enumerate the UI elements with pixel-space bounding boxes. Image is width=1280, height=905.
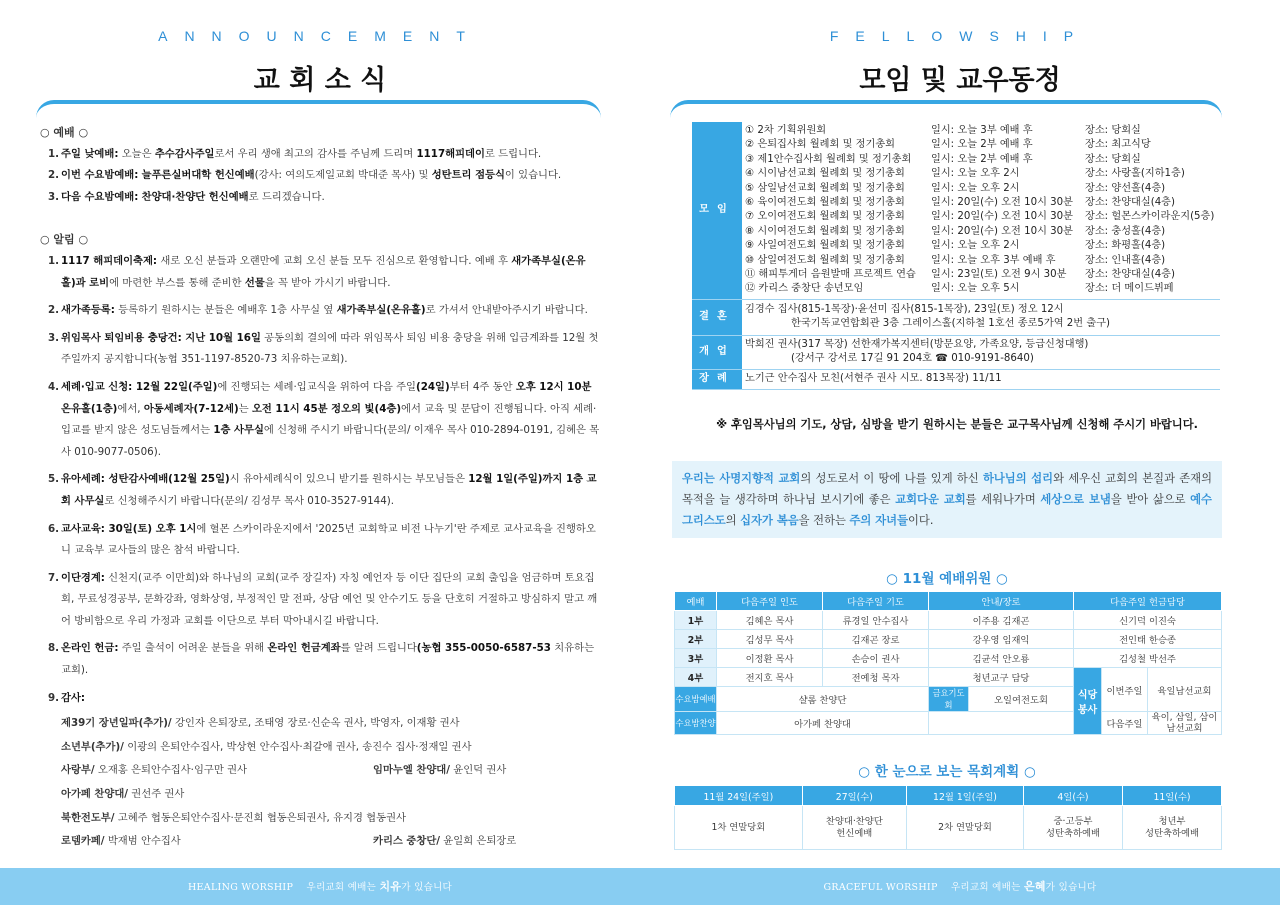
fellowship-events-table: [692, 122, 1220, 390]
mission-statement: 우리는 사명지향적 교회의 성도로서 이 땅에 나를 있게 하신 하나님의 섭리와 세우신 교회의 본질과 존재의 목적을 늘 생각하며 하나님 보시기에 좋은 교회다운 교회를 세워나가며 세상으로 보냄을 받아 삶으로 예수 그리스도의 십자가 복음을 전하는 주의 자녀들이다.: [672, 461, 1222, 538]
meeting-name: ⑨ 사일여전도회 월례회 및 정기총회: [745, 240, 905, 252]
thanks-line: 북한전도부/ 고혜주 협동은퇴안수집사·문진희 협동은퇴권사, 유지경 협동권사: [61, 811, 406, 824]
meeting-name: ① 2차 기획위원회: [745, 125, 827, 136]
plan-event: 청년부 성탄축하예배: [1122, 806, 1221, 850]
meeting-place: 장소: 찬양대실(4층): [1085, 197, 1175, 209]
meeting-row: [742, 210, 1220, 224]
news-item-teacher-training: 6. 교사교육: 30일(토) 오후 1시에 혈몬 스카이라운지에서 '2025년 교회학교 비전 나누기'란 주제로 교사교육을 진행하오니 교육부 교사들의 많은 참석 바랍니다.: [48, 522, 596, 557]
plan-date: 27일(수): [802, 786, 906, 806]
news-item-thanks: 9. 감사:: [48, 691, 86, 704]
column-header: 예배: [675, 592, 717, 611]
table-row: 수요밤찬양 아가페 찬양대 다음주일 육이, 삼일, 삼이남선교회: [675, 712, 1222, 735]
meeting-name: ⑤ 삼일남선교회 월례회 및 정기총회: [745, 182, 905, 194]
meeting-row: [742, 268, 1220, 282]
page-footer: GRACEFUL WORSHIP 우리교회 예배는 은혜가 있습니다: [640, 868, 1280, 905]
wedding-line: 김경수 집사(815-1목장)·윤선미 집사(815-1목장), 23일(토) 정오 12시: [745, 303, 1064, 315]
meeting-row: [742, 138, 1220, 152]
worship-heading: ○ 예배 ○: [40, 126, 89, 139]
news-item-heresy-warning: 7. 이단경계: 신천지(교주 이만희)와 하나님의 교회(교주 장길자) 자칭 예언자 등 이단 집단의 교회 출입을 엄금하며 토요집회, 무료성경공부, 문화강좌, 영화상영, 부정적인 말 전파, 상담 예언 및 안수기도 등을 단호히 거절하고 방심하지 말고 깨어 방비함으로 우리 가정과 교회를 이단으로 부터 막아내시길 바랍니다.: [48, 571, 598, 627]
meeting-time: 일시: 오늘 오후 5시: [931, 283, 1020, 295]
meeting-place: 장소: 더 메이드뷔페: [1085, 283, 1174, 295]
worship-committee-table: [674, 591, 1222, 735]
meeting-place: 장소: 양선홀(4층): [1085, 182, 1166, 194]
meeting-row: [742, 239, 1220, 253]
plan-event: 찬양대·찬양단 헌신예배: [802, 806, 906, 850]
thanks-line: 제39기 장년일파(추가)/ 강인자 은퇴장로, 조태영 장로·신순옥 권사, 박영자, 이재황 권사: [61, 717, 460, 730]
meeting-name: ④ 시이남선교회 월례회 및 정기총회: [745, 168, 905, 180]
meeting-name: ⑦ 오이여전도회 월례회 및 정기총회: [745, 211, 905, 223]
meeting-name: ⑥ 육이여전도회 월례회 및 정기총회: [745, 197, 905, 209]
meeting-name: ③ 제1안수집사회 월례회 및 정기총회: [745, 153, 912, 165]
wedding-line: 한국기독교연합회관 3층 그레이스홀(지하철 1호선 종로5가역 2번 출구): [791, 318, 1111, 330]
meeting-place: 장소: 찬양대실(4층): [1085, 269, 1175, 281]
meeting-place: 장소: 인내홀(4층): [1085, 254, 1166, 266]
title-divider: [36, 100, 601, 118]
meetings-label: 모임: [692, 122, 742, 299]
meeting-name: ⑫ 카리스 중창단 송년모임: [745, 283, 864, 295]
meeting-row: [742, 182, 1220, 196]
page-title: 교 회 소 식: [253, 65, 387, 96]
table-row: 2부 김성무 목사 김재곤 장로 강우영 임재익 전인태 한승종: [675, 630, 1222, 649]
meeting-row: [742, 167, 1220, 181]
opening-label: 개업: [692, 335, 742, 369]
column-header: 안내/장로: [929, 592, 1074, 611]
opening-line: (강서구 강서로 17길 91 204호 ☎ 010-9191-8640): [791, 353, 1034, 365]
page-title: 모임 및 교우동정: [859, 65, 1061, 96]
meeting-place: 장소: 화평홀(4층): [1085, 240, 1166, 252]
worship-item: 2. 이번 수요밤예배: 늘푸른실버대학 헌신예배(강사: 여의도제일교회 박대준 목사) 및 성탄트리 점등식이 있습니다.: [48, 169, 562, 182]
meeting-time: 일시: 오늘 3부 예배 후: [931, 125, 1033, 136]
plan-date: 12월 1일(주일): [906, 786, 1023, 806]
news-item-baptism: 4. 세례·입교 신청: 12월 22일(주일)에 진행되는 세례·입교식을 위하여 다음 주일(24일)부터 4주 동안 오후 12시 10분 온유홀(1층)에서, 아동세례자(7-12세)는 오전 11시 45분 정오의 빛(4층)에서 교육 및 문답이 진행됩니다. 아직 세례·입교를 받지 않은 성도님들께서는 1층 사무실에 신청해 주시기 바랍니다(문의/ 이재우 목사 010-2894-0191, 김혜은 목사 010-9077-0506).: [48, 380, 600, 458]
plan-event: 중·고등부 성탄축하예배: [1024, 806, 1123, 850]
worship-committee-title: ○ 11월 예배위원 ○: [886, 571, 1008, 587]
meeting-row: [742, 254, 1220, 268]
meetings-list: [742, 124, 1220, 297]
plan-event: 2차 연말당회: [906, 806, 1023, 850]
meeting-row: [742, 225, 1220, 239]
worship-item: 3. 다음 수요밤예배: 찬양대·찬양단 헌신예배로 드리겠습니다.: [48, 190, 325, 203]
meeting-place: 장소: 당회실: [1085, 153, 1141, 165]
meeting-place: 장소: 헐몬스카이라운지(5층): [1085, 211, 1215, 223]
funeral-line: 노기근 안수집사 모친(서현주 권사 시모. 813목장) 11/11: [745, 373, 1002, 385]
news-heading: ○ 알림 ○: [40, 233, 89, 247]
table-row: 수요밤예배 샬롬 찬양단 금요기도회 오일여전도회: [675, 687, 1222, 712]
pastoral-plan-table: [674, 785, 1222, 850]
meeting-place: 장소: 충성홀(4층): [1085, 225, 1166, 237]
news-item-retirement: 3. 위임목사 퇴임비용 충당건: 지난 10월 16일 공동의회 결의에 따라 위임목사 퇴임 비용 충당을 위해 입금계좌를 12월 첫 주일까지 공지합니다(농협 351-1197-8520-73 치유하는교회).: [48, 331, 599, 366]
english-section-title: ANNOUNCEMENT: [158, 28, 482, 44]
pastor-notice: ※ 후임목사님의 기도, 상담, 심방을 받기 원하시는 분들은 교구목사님께 신청해 주시기 바랍니다.: [716, 418, 1198, 431]
news-item-infant-baptism: 5. 유아세례: 성탄감사예배(12월 25일)시 유아세례식이 있으니 받기를 원하시는 부모님들은 12월 1일(주일)까지 1층 교회 사무실로 신청해주시기 바랍니다(문의/ 김성무 목사 010-3527-9144).: [48, 473, 597, 507]
meeting-row: [742, 196, 1220, 210]
table-row: 1부 김혜은 목사 류경일 안수집사 이주용 김재곤 신기덕 이진숙: [675, 611, 1222, 630]
news-item-happyday: 1. 1117 해피데이축제: 새로 오신 분들과 오랜만에 교회 오신 분들 모두 진심으로 환영합니다. 예배 후 새가족부실(온유홀)과 로비에 마련한 부스를 통해 준비한 선물을 꼭 받아 가시기 바랍니다.: [48, 254, 586, 289]
column-header: 다음주일 인도: [717, 592, 823, 611]
meeting-time: 일시: 오늘 오후 2시: [931, 168, 1020, 180]
meeting-time: 일시: 오늘 2부 예배 후: [931, 153, 1033, 165]
meeting-name: ② 은퇴집사회 월례회 및 정기총회: [745, 139, 896, 151]
meeting-time: 일시: 오늘 2부 예배 후: [931, 139, 1033, 151]
news-item-registration: 2. 새가족등록: 등록하기 원하시는 분들은 예배후 1층 사무실 옆 새가족부실(온유홀)로 가셔서 안내받아주시기 바랍니다.: [48, 304, 588, 317]
meal-service-label: 식당봉사: [1074, 668, 1102, 735]
column-header: 다음주일 기도: [823, 592, 929, 611]
meeting-place: 장소: 당회실: [1085, 125, 1141, 136]
meeting-time: 일시: 20일(수) 오전 10시 30분: [931, 197, 1073, 209]
meeting-name: ⑪ 해피투게더 음원발매 프로젝트 연습: [745, 269, 916, 281]
column-header: 다음주일 헌금담당: [1074, 592, 1222, 611]
wedding-label: 결혼: [692, 299, 742, 335]
meeting-name: ⑩ 삼일여전도회 월례회 및 정기총회: [745, 254, 905, 266]
meeting-place: 장소: 최고식당: [1085, 139, 1151, 151]
table-row: 3부 이정환 목사 손승이 권사 김균석 안오룡 김성철 박선주: [675, 649, 1222, 668]
meeting-time: 일시: 오늘 오후 2시: [931, 240, 1020, 252]
thanks-line: 아가페 찬양대/ 권선주 권사: [61, 788, 185, 801]
meeting-time: 일시: 20일(수) 오전 10시 30분: [931, 211, 1073, 223]
funeral-label: 장례: [692, 369, 742, 389]
plan-date: 11일(수): [1122, 786, 1221, 806]
plan-event: 1차 연말당회: [675, 806, 803, 850]
announcement-body: [40, 122, 600, 853]
meeting-time: 일시: 23일(토) 오전 9시 30분: [931, 269, 1067, 281]
table-row: [675, 806, 1222, 850]
english-section-title: FELLOWSHIP: [829, 28, 1091, 44]
meeting-name: ⑧ 시이여전도회 월례회 및 정기총회: [745, 225, 905, 237]
plan-date: 11월 24일(주일): [675, 786, 803, 806]
meeting-time: 일시: 오늘 오후 2시: [931, 182, 1020, 194]
worship-item: 1. 주일 낮예배: 오늘은 추수감사주일로서 우리 생애 최고의 감사를 주님께 드리며 1117해피데이로 드립니다.: [48, 147, 542, 160]
meeting-row: [742, 153, 1220, 167]
page-footer: HEALING WORSHIP 우리교회 예배는 치유가 있습니다: [0, 868, 640, 905]
thanks-line: 소년부(추가)/ 이광의 은퇴안수집사, 박상현 안수집사·최갈애 권사, 송진수 집사·정재일 권사: [61, 740, 472, 753]
meeting-row: [742, 282, 1220, 296]
meeting-place: 장소: 사랑홀(지하1층): [1085, 168, 1185, 180]
thanks-line: 로뎀카페/ 박재범 안수집사 카리스 중창단/ 윤일희 은퇴장로: [61, 835, 517, 848]
plan-date: 4일(수): [1024, 786, 1123, 806]
meeting-time: 일시: 오늘 오후 3부 예배 후: [931, 254, 1056, 266]
thanks-line: 사랑부/ 오재홍 은퇴안수집사·임구만 권사 임마누엘 찬양대/ 윤인덕 권사: [61, 764, 507, 777]
opening-line: 박희진 권사(317 목장) 선한재가복지센터(방문요양, 가족요양, 등급신청대행): [745, 338, 1089, 350]
news-item-online-offering: 8. 온라인 헌금: 주일 출석이 어려운 분들을 위해 온라인 헌금계좌를 알려 드립니다(농협 355-0050-6587-53 치유하는교회).: [48, 642, 595, 677]
meeting-row: [742, 124, 1220, 138]
pastoral-plan-title: ○ 한 눈으로 보는 목회계획 ○: [858, 764, 1036, 780]
meeting-time: 일시: 20일(수) 오전 10시 30분: [931, 225, 1073, 237]
table-row: 4부 전지호 목사 전예청 목자 청년교구 담당 식당봉사 이번주일 육일남선교회: [675, 668, 1222, 687]
